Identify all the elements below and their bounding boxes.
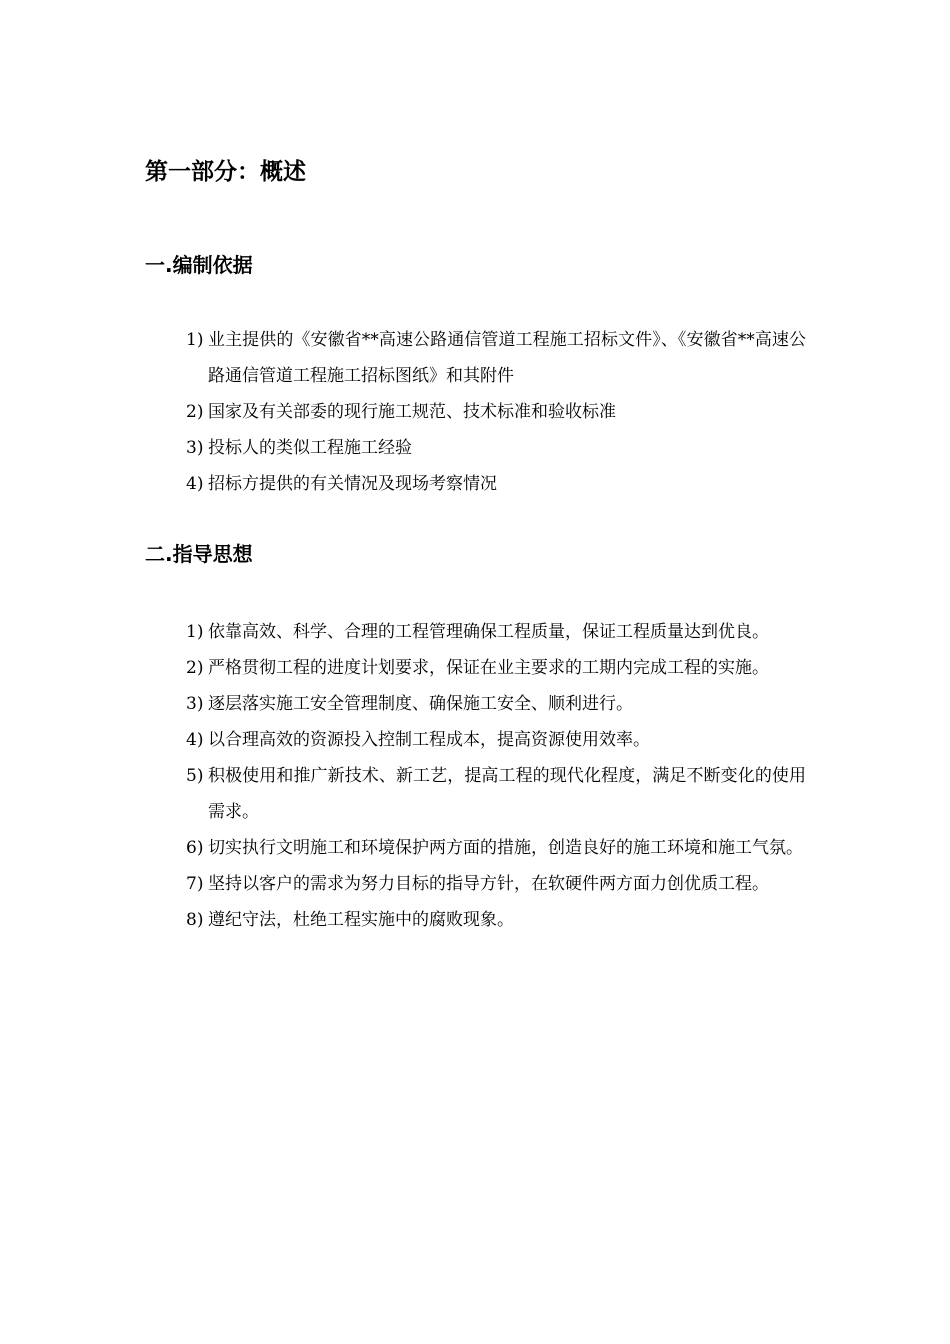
list-item xyxy=(186,650,806,686)
part-title: 第一部分：概述 xyxy=(145,159,306,185)
list-item-text: 严格贯彻工程的进度计划要求，保证在业主要求的工期内完成工程的实施。 xyxy=(208,658,769,678)
list-item-number: 5) xyxy=(186,766,204,786)
list-item-text: 以合理高效的资源投入控制工程成本，提高资源使用效率。 xyxy=(208,730,650,750)
list-item-text: 切实执行文明施工和环境保护两方面的措施，创造良好的施工环境和施工气氛。 xyxy=(208,838,803,858)
list-item xyxy=(186,466,806,502)
list-item-number: 2) xyxy=(186,402,204,422)
list-item-number: 4) xyxy=(186,474,204,494)
list-item-text: 业主提供的《安徽省**高速公路通信管道工程施工招标文件》、《安徽省**高速公路通信管道工程施工招标图纸》和其附件 xyxy=(208,330,806,386)
section-heading-guiding-principles: 二.指导思想 xyxy=(145,542,253,566)
list-item-number: 8) xyxy=(186,910,204,930)
section-heading-basis: 一.编制依据 xyxy=(145,253,253,277)
list-item-number: 7) xyxy=(186,874,204,894)
list-item-text: 积极使用和推广新技术、新工艺，提高工程的现代化程度，满足不断变化的使用需求。 xyxy=(208,766,806,822)
list-item-number: 4) xyxy=(186,730,204,750)
list-item xyxy=(186,830,806,866)
list-item xyxy=(186,758,806,830)
list-item-number: 1) xyxy=(186,330,204,350)
list-item xyxy=(186,614,806,650)
guiding-principles-list xyxy=(186,614,806,938)
list-item xyxy=(186,686,806,722)
list-item xyxy=(186,902,806,938)
list-item-number: 1) xyxy=(186,622,204,642)
list-item-text: 投标人的类似工程施工经验 xyxy=(208,438,412,458)
list-item-text: 依靠高效、科学、合理的工程管理确保工程质量，保证工程质量达到优良。 xyxy=(208,622,769,642)
list-item-number: 6) xyxy=(186,838,204,858)
list-item xyxy=(186,322,806,394)
list-item-number: 2) xyxy=(186,658,204,678)
list-item xyxy=(186,430,806,466)
list-item-number: 3) xyxy=(186,694,204,714)
list-item xyxy=(186,866,806,902)
list-item-text: 遵纪守法，杜绝工程实施中的腐败现象。 xyxy=(208,910,514,930)
list-item xyxy=(186,722,806,758)
list-item xyxy=(186,394,806,430)
list-item-text: 坚持以客户的需求为努力目标的指导方针，在软硬件两方面力创优质工程。 xyxy=(208,874,769,894)
list-item-text: 招标方提供的有关情况及现场考察情况 xyxy=(208,474,497,494)
list-item-text: 国家及有关部委的现行施工规范、技术标准和验收标准 xyxy=(208,402,616,422)
list-item-number: 3) xyxy=(186,438,204,458)
list-item-text: 逐层落实施工安全管理制度、确保施工安全、顺利进行。 xyxy=(208,694,633,714)
basis-list xyxy=(186,322,806,502)
